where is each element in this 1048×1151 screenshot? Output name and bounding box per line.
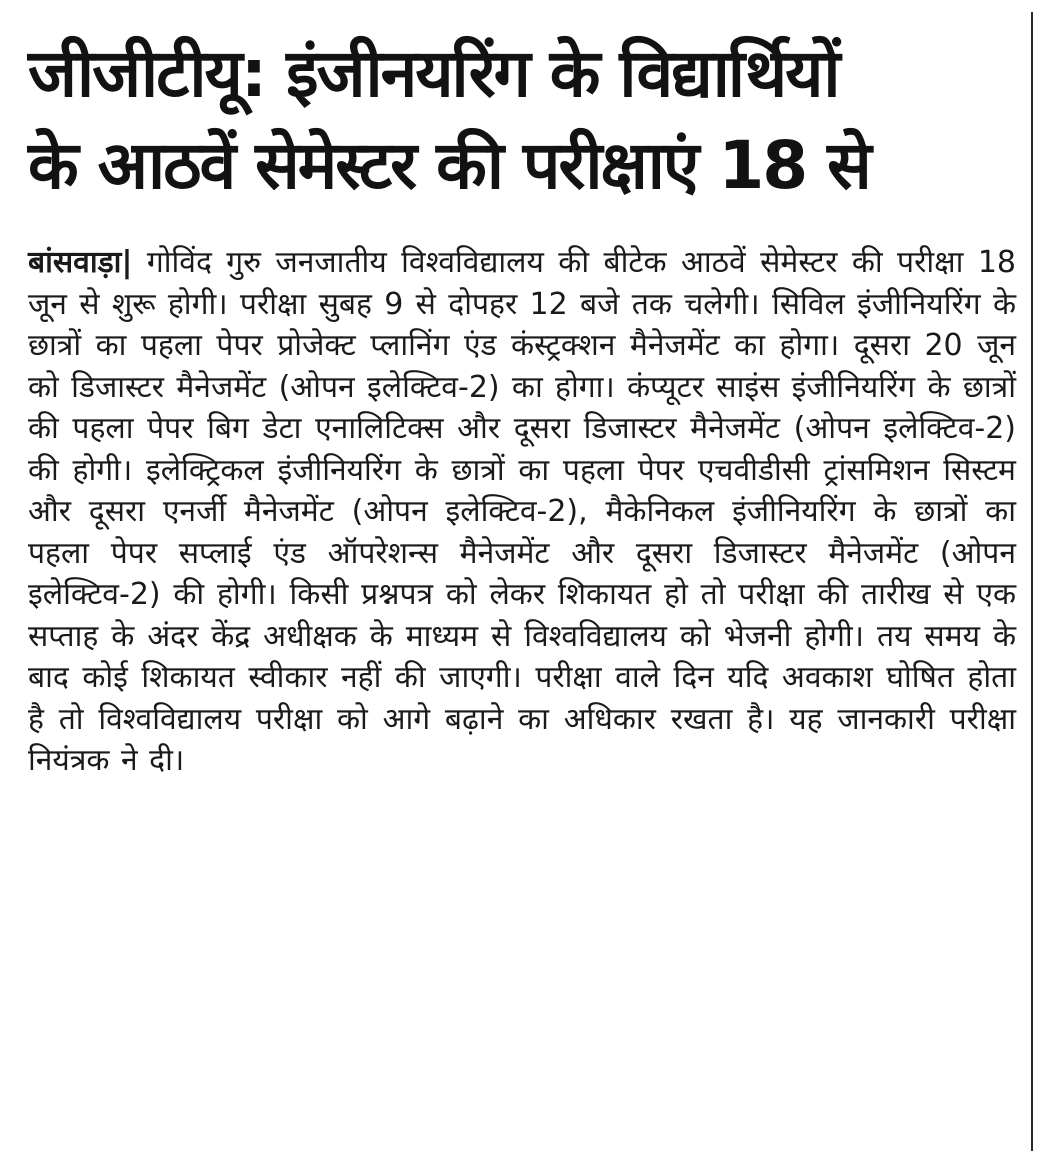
headline-line-2: के आठवें सेमेस्टर की परीक्षाएं 18 से bbox=[28, 127, 870, 204]
dateline: बांसवाड़ा| bbox=[28, 245, 133, 280]
news-article bbox=[28, 28, 1018, 782]
headline bbox=[28, 28, 1018, 212]
article-body-text: गोविंद गुरु जनजातीय विश्वविद्यालय की बीटेक आठवें सेमेस्टर की परीक्षा 18 जून से शुरू होगी। परीक्षा सुबह 9 से दोपहर 12 बजे तक चलेगी। सिविल इंजीनियरिंग के छात्रों का पहला पेपर प्रोजेक्ट प्लानिंग एंड कंस्ट्रक्शन मैनेजमेंट का होगा। दूसरा 20 जून को डिजास्टर मैनेजमेंट (ओपन इलेक्टिव-2) का होगा। कंप्यूटर साइंस इंजीनियरिंग के छात्रों की पहला पेपर बिग डेटा एनालिटिक्स और दूसरा डिजास्टर मैनेजमेंट (ओपन इलेक्टिव-2) की होगी। इलेक्ट्रिकल इंजीनियरिंग के छात्रों का पहला पेपर एचवीडीसी ट्रांसमिशन सिस्टम और दूसरा एनर्जी मैनेजमेंट (ओपन इलेक्टिव-2), मैकेनिकल इंजीनियरिंग के छात्रों का पहला पेपर सप्लाई एंड ऑपरेशन्स मैनेजमेंट और दूसरा डिजास्टर मैनेजमेंट (ओपन इलेक्टिव-2) की होगी। किसी प्रश्नपत्र को लेकर शिकायत हो तो परीक्षा की तारीख से एक सप्ताह के अंदर केंद्र अधीक्षक के माध्यम से विश्वविद्यालय को भेजनी होगी। तय समय के बाद कोई शिकायत स्वीकार नहीं की जाएगी। परीक्षा वाले दिन यदि अवकाश घोषित होता है तो विश्वविद्यालय परीक्षा को आगे बढ़ाने का अधिकार रखता है। यह जानकारी परीक्षा नियंत्रक ने दी। bbox=[28, 245, 1016, 778]
article-body bbox=[28, 242, 1016, 782]
headline-line-1: जीजीटीयू: इंजीनयरिंग के विद्यार्थियों bbox=[28, 35, 839, 112]
column-divider-rule bbox=[1031, 12, 1033, 1151]
